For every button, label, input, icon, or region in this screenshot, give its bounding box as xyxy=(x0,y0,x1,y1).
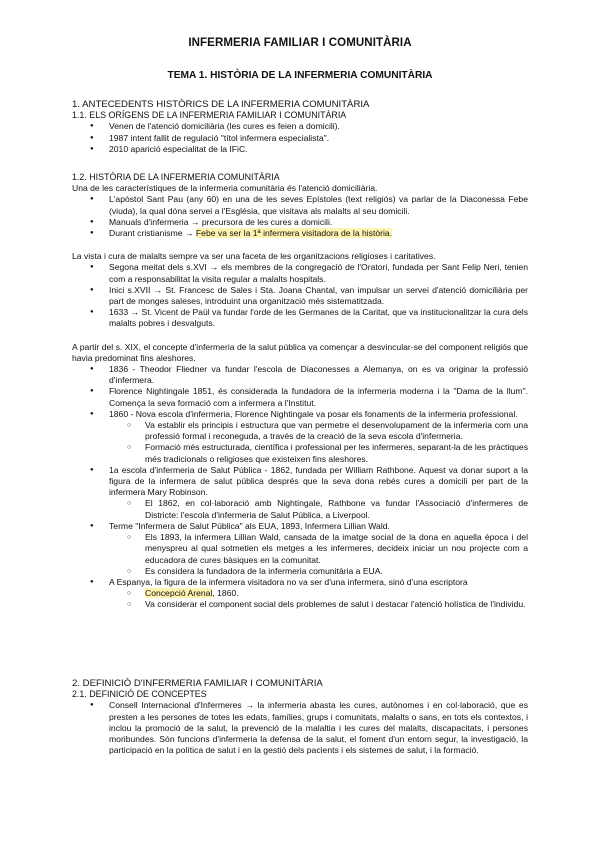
list-item: ● Consell Internacional d'Infermeres → la infermeria abasta les cures, autònomes i en col·laboració, que es presten a les persones de totes les edats, famílies, grups i comunitats, malalts o sans, en tots els contextos, i inclou la promoció de la salut, la prevenció de la malaltia i les cures del malalts, discapacitats, i persones moribundes. Són funcions d'infermeria la defensa de la salut, el foment d'un entorn segur, la investigació, la participació en la política de salut i en la gestió dels pacients i els sistemes de salut, i la formació. xyxy=(72,700,528,756)
list-item: ● L'apòstol Sant Pau (any 60) en una de les seves Epístoles (text religiós) va parlar de la Diaconessa Febe (viuda), la qual dóna servei a l'Església, que visitava als malalts al seu domicili. xyxy=(72,194,528,216)
list-item: ● Inici s.XVII → St. Francesc de Sales i Sta. Joana Chantal, van impulsar un servei d'atenció domiciliària per part de monges saleses, introduint una organització més sistematitzada. xyxy=(72,285,528,307)
list-item: ● 1860 - Nova escola d'infermeria, Florence Nightingale va posar els fonaments de la infermeria professional. xyxy=(72,409,528,420)
list-item: ● Venen de l'atenció domiciliària (les cures es feien a domicili). xyxy=(72,121,528,132)
list-item: ● Manuals d'infermeria → precursora de les cures a domicili. xyxy=(72,217,528,228)
subsection-2-1-heading: 2.1. DEFINICIÓ DE CONCEPTES xyxy=(72,689,207,700)
sub-list-item: ○ Es considera la fundadora de la infermeria comunitària a EUA. xyxy=(72,566,528,577)
paragraph: A partir del s. XIX, el concepte d'infermeria de la salut pública va començar a desvincular-se del component religiós que havia predominat fins aleshores. xyxy=(72,341,528,363)
section-2-heading: 2. DEFINICIÓ D'INFERMERIA FAMILIAR I COMUNITÀRIA xyxy=(72,678,323,689)
sub-list-item: ○ Formació més estructurada, científica i professional per les infermeres, separant-la de les pràctiques més tradicionals o religioses que existeixen fins aleshores. xyxy=(72,442,528,464)
list-item: ● Florence Nightingale 1851, és considerada la fundadora de la infermeria moderna i la "Dama de la llum". Comença la seva formació com a infermera a l'Institut. xyxy=(72,386,528,408)
list-item: ● 1a escola d'infermeria de Salut Pública - 1862, fundada per William Rathbone. Aquest va donar suport a la figura de la infermera de salut pública després que la seva dona rebés cures a domicili per part de la infermera Mary Robinson. xyxy=(72,465,528,499)
subsection-1-2 xyxy=(72,172,528,611)
list-item: ● 1836 - Theodor Fliedner va fundar l'escola de Diaconesses a Alemanya, on es va originar la professió d'infermera. xyxy=(72,364,528,386)
paragraph: Una de les característiques de la infermeria comunitària és l'atenció domiciliària. xyxy=(72,183,378,194)
sub-list-item xyxy=(72,588,528,599)
document-subtitle: TEMA 1. HISTÒRIA DE LA INFERMERIA COMUNITÀRIA xyxy=(167,70,433,81)
paragraph: La vista i cura de malalts sempre va ser una faceta de les organitzacions religioses i caritatives. xyxy=(72,251,436,262)
section-2 xyxy=(72,678,528,756)
list-item-text: Durant cristianisme → xyxy=(109,228,196,239)
subsection-1-1-heading: 1.1. ELS ORÍGENS DE LA INFERMERIA FAMILIAR I COMUNITÀRIA xyxy=(72,110,347,121)
highlighted-text: Concepció Arenal xyxy=(145,588,213,599)
section-1 xyxy=(72,99,528,155)
sub-list-item: ○ Va considerar el component social dels problemes de salut i destacar l'atenció holística de l'individu. xyxy=(72,599,528,610)
list-item: ● 1633 → St. Vicent de Paül va fundar l'orde de les Germanes de la Caritat, que va institucionalitzar la cura dels malalts pobres i desvalguts. xyxy=(72,307,528,329)
sub-list-item: ○ Els 1893, la infermera Lillian Wald, cansada de la imatge social de la dona en aquella època i del menyspreu al qual sotmetien els metges a les infermeres, decideix iniciar un nou projecte com a educadora de cures bàsiques en la comunitat. xyxy=(72,532,528,566)
list-item-text: , 1860. xyxy=(212,588,239,599)
list-item: ● 1987 intent fallit de regulació "títol infermera especialista". xyxy=(72,133,528,144)
list-item: ● Segona meitat dels s.XVI → els membres de la congregació de l'Oratori, fundada per Sant Felip Neri, tenien com a responsabilitat la visita regular a malalts hospitals. xyxy=(72,262,528,284)
list-item: ● A Espanya, la figura de la infermera visitadora no va ser d'una infermera, sinó d'una escriptora xyxy=(72,577,528,588)
sub-list-item: ○ El 1862, en col·laboració amb Nightingale, Rathbone va fundar l'Associació d'infermeres de Districte: l'escola d'infermeria de Salut Pública, a Liverpool. xyxy=(72,498,528,520)
section-1-heading: 1. ANTECEDENTS HISTÒRICS DE LA INFERMERIA COMUNITÀRIA xyxy=(72,99,370,110)
subsection-1-2-heading: 1.2. HISTÒRIA DE LA INFERMERIA COMUNITÀRIA xyxy=(72,172,280,182)
list-item: ● Terme "Infermera de Salut Pública" als EUA, 1893, Infermera Lillian Wald. xyxy=(72,521,528,532)
sub-list-item: ○ Va establir els principis i estructura que van permetre el desenvolupament de la infermeria com una professió formal i reconeguda, a través de la creació de la seva escola d'infermeria. xyxy=(72,420,528,442)
list-item xyxy=(72,228,528,239)
document-title: INFERMERIA FAMILIAR I COMUNITÀRIA xyxy=(188,37,412,49)
highlighted-text: Febe va ser la 1ª infermera visitadora de la història. xyxy=(195,228,393,239)
list-item: ● 2010 aparició especialitat de la IFiC. xyxy=(72,144,528,155)
